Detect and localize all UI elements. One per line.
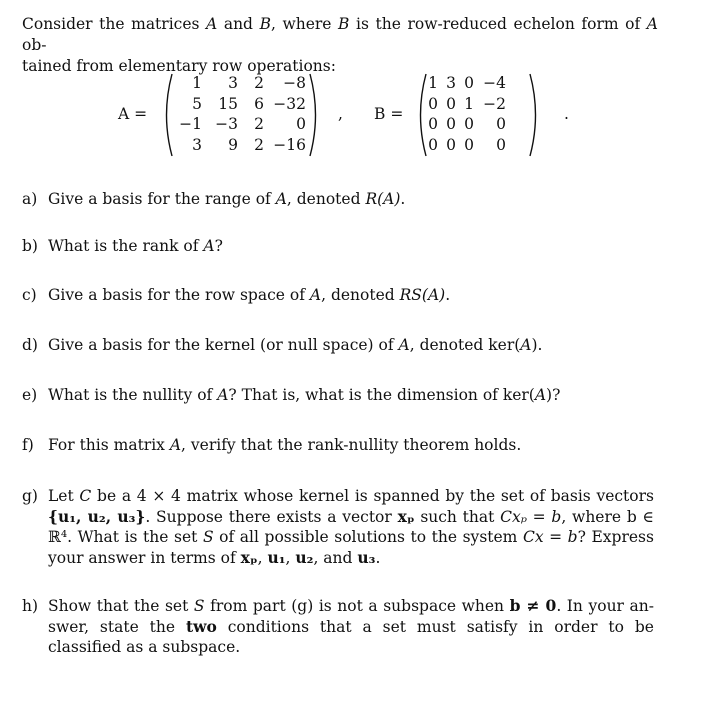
math-row-space: RS(A): [399, 286, 446, 304]
question-text: .: [400, 190, 406, 208]
matrix-b-cell: 0: [446, 135, 456, 154]
question-h-label-wrap: [22, 596, 48, 617]
math-b-in-r4: b ∈ ℝ⁴: [48, 507, 654, 546]
question-text: , denoted ker(: [409, 336, 521, 354]
intro-text: and: [223, 15, 253, 33]
question-d: [22, 335, 542, 356]
matrix-a: [174, 74, 306, 155]
question-g-label-wrap: [22, 486, 48, 507]
matrix-a-comma: ,: [338, 105, 343, 123]
question-text: be a 4 × 4 matrix whose kernel is spanned by the set of basis vectors: [97, 487, 654, 505]
question-text: .: [445, 286, 451, 304]
question-text: . Suppose there exists a vector: [145, 507, 392, 526]
math-S: S: [202, 528, 214, 546]
matrix-b-cell: 0: [428, 115, 438, 133]
matrix-a-cell: −8: [283, 74, 306, 92]
matrix-a-cell: 3: [228, 74, 238, 92]
intro-text: ob-: [22, 36, 47, 54]
math-condition: b ≠ 0: [509, 596, 557, 615]
question-label: h): [22, 597, 39, 615]
question-c: [22, 285, 450, 306]
question-text: What is the set: [77, 528, 198, 546]
math-equation: Cx = b: [522, 528, 578, 546]
question-f: [22, 435, 521, 456]
math-A: A: [309, 286, 322, 304]
math-S: S: [193, 597, 205, 615]
math-u3: u₃: [357, 547, 376, 567]
question-text: answer in terms of: [88, 548, 236, 567]
math-B: B: [259, 15, 271, 33]
question-g: Let C be a 4 × 4 matrix whose kernel is spanned by the set of basis vectors {u₁, u₂, u₃}. Suppose there exists a vector xₚ such that Cxₚ = b, where b ∈ ℝ⁴. What is the set S of all possible solutions to the system Cx = b? Express your answer in terms of xₚ, u₁, u₂, and u₃.: [48, 487, 654, 567]
math-A: A: [206, 15, 218, 33]
matrix-b-cell: 0: [496, 115, 506, 133]
matrix-b-cell: 0: [464, 135, 474, 154]
question-e: [22, 385, 560, 406]
question-text: of all possible solutions to the system: [219, 528, 518, 546]
matrix-b-cell: 0: [428, 94, 438, 113]
question-text: )?: [546, 386, 561, 404]
matrix-a-cell: −3: [215, 115, 238, 133]
math-A: A: [520, 336, 532, 354]
question-text: , where: [561, 507, 622, 526]
math-A: A: [203, 237, 215, 255]
question-text: , denoted: [321, 286, 395, 304]
question-text: For this matrix: [48, 436, 165, 454]
question-text: , and: [313, 548, 353, 567]
question-text: What is the rank of: [48, 237, 199, 255]
matrix-a-cell: 6: [254, 94, 264, 113]
matrix-b-cell: 0: [496, 135, 506, 154]
question-label: a): [22, 190, 38, 208]
matrix-b-cell: 1: [428, 74, 438, 92]
math-B: B: [338, 15, 350, 33]
matrix-b-cell: −2: [483, 94, 506, 113]
matrix-a-cell: 3: [192, 135, 202, 154]
matrix-a-cell: −16: [273, 135, 306, 154]
question-text: , denoted: [286, 190, 361, 208]
math-xp: xₚ: [397, 506, 415, 526]
question-text: from part (g) is not a subspace when: [210, 597, 505, 615]
question-text: , verify that the rank-nullity theorem holds.: [181, 436, 522, 454]
question-h: [48, 596, 654, 658]
intro-text: Consider the matrices: [22, 15, 200, 33]
math-equation: Cxₚ = b: [500, 507, 562, 526]
question-label: d): [22, 336, 38, 354]
intro-text: is the row-reduced echelon form of: [356, 15, 641, 33]
matrix-a-cell: 2: [254, 74, 264, 92]
question-text: subspace.: [162, 638, 241, 656]
math-u1: u₁: [267, 547, 286, 567]
math-A: A: [275, 190, 287, 208]
math-A: A: [398, 336, 410, 354]
question-text: conditions that a set must satisfy in order to be classified as a: [48, 617, 654, 656]
math-basis-set: {u₁, u₂, u₃}: [48, 506, 146, 526]
matrix-a-label: A =: [118, 105, 148, 123]
question-a: [22, 189, 405, 210]
matrix-a-cell: 2: [254, 115, 264, 133]
matrix-b-cell: 0: [464, 74, 474, 92]
matrix-a-right-paren: [308, 72, 322, 158]
question-label: f): [22, 436, 34, 454]
matrix-b-cell: 0: [446, 115, 456, 133]
matrix-b-right-paren: [528, 72, 542, 158]
math-A: A: [217, 386, 229, 404]
question-label: g): [22, 487, 38, 505]
emphasis-two: two: [185, 616, 217, 636]
matrix-b-cell: 0: [446, 94, 456, 113]
math-C: C: [79, 487, 92, 505]
question-text: ).: [531, 336, 543, 354]
matrix-a-cell: −32: [273, 94, 306, 113]
matrix-a-cell: 1: [192, 74, 202, 92]
math-A: A: [646, 15, 658, 33]
math-A: A: [534, 386, 547, 404]
question-text: ?: [214, 237, 223, 255]
matrix-b: [426, 74, 506, 155]
matrix-b-cell: −4: [483, 74, 506, 92]
matrix-b-label: B =: [374, 105, 404, 123]
question-label: b): [22, 237, 38, 255]
matrix-a-cell: 2: [254, 135, 264, 154]
matrix-b-cell: 1: [464, 94, 474, 113]
question-text: Give a basis for the range of: [48, 190, 271, 208]
question-text: Show that the set: [48, 597, 189, 615]
matrix-a-cell: 5: [192, 94, 202, 113]
matrix-b-cell: 0: [428, 135, 438, 154]
math-u2: u₂: [295, 547, 314, 567]
matrix-a-cell: −1: [179, 115, 202, 133]
question-text: . In your an-: [556, 597, 654, 615]
math-range: R(A): [365, 190, 401, 208]
question-text: Let: [48, 487, 74, 505]
matrices-display: [0, 72, 716, 158]
question-b: [22, 236, 223, 257]
matrix-a-cell: 9: [228, 135, 238, 154]
question-label: e): [22, 386, 38, 404]
question-text: Give a basis for the row space of: [48, 286, 305, 304]
question-text: .: [67, 528, 73, 546]
question-text: ? That is, what is the dimension of ker(: [228, 386, 535, 404]
math-xp: xₚ: [240, 547, 258, 567]
question-text: such that: [420, 507, 495, 526]
question-text: ? Express your: [48, 528, 654, 567]
matrix-b-cell: 0: [464, 115, 474, 133]
question-text: .: [375, 548, 381, 567]
intro-text: tained from elementary row operations:: [22, 57, 336, 75]
question-text: What is the nullity of: [48, 386, 213, 404]
matrix-a-left-paren: [160, 72, 174, 158]
matrix-a-cell: 15: [218, 94, 238, 113]
matrix-a-cell: 0: [296, 115, 306, 133]
question-text: Give a basis for the kernel (or null space) of: [48, 336, 394, 354]
question-label: c): [22, 286, 37, 304]
matrix-b-period: .: [564, 105, 569, 123]
math-A: A: [169, 436, 182, 454]
intro-paragraph: [22, 14, 658, 77]
intro-text: , where: [270, 15, 332, 33]
question-text: swer, state the: [48, 617, 176, 636]
matrix-b-cell: 3: [446, 74, 456, 92]
